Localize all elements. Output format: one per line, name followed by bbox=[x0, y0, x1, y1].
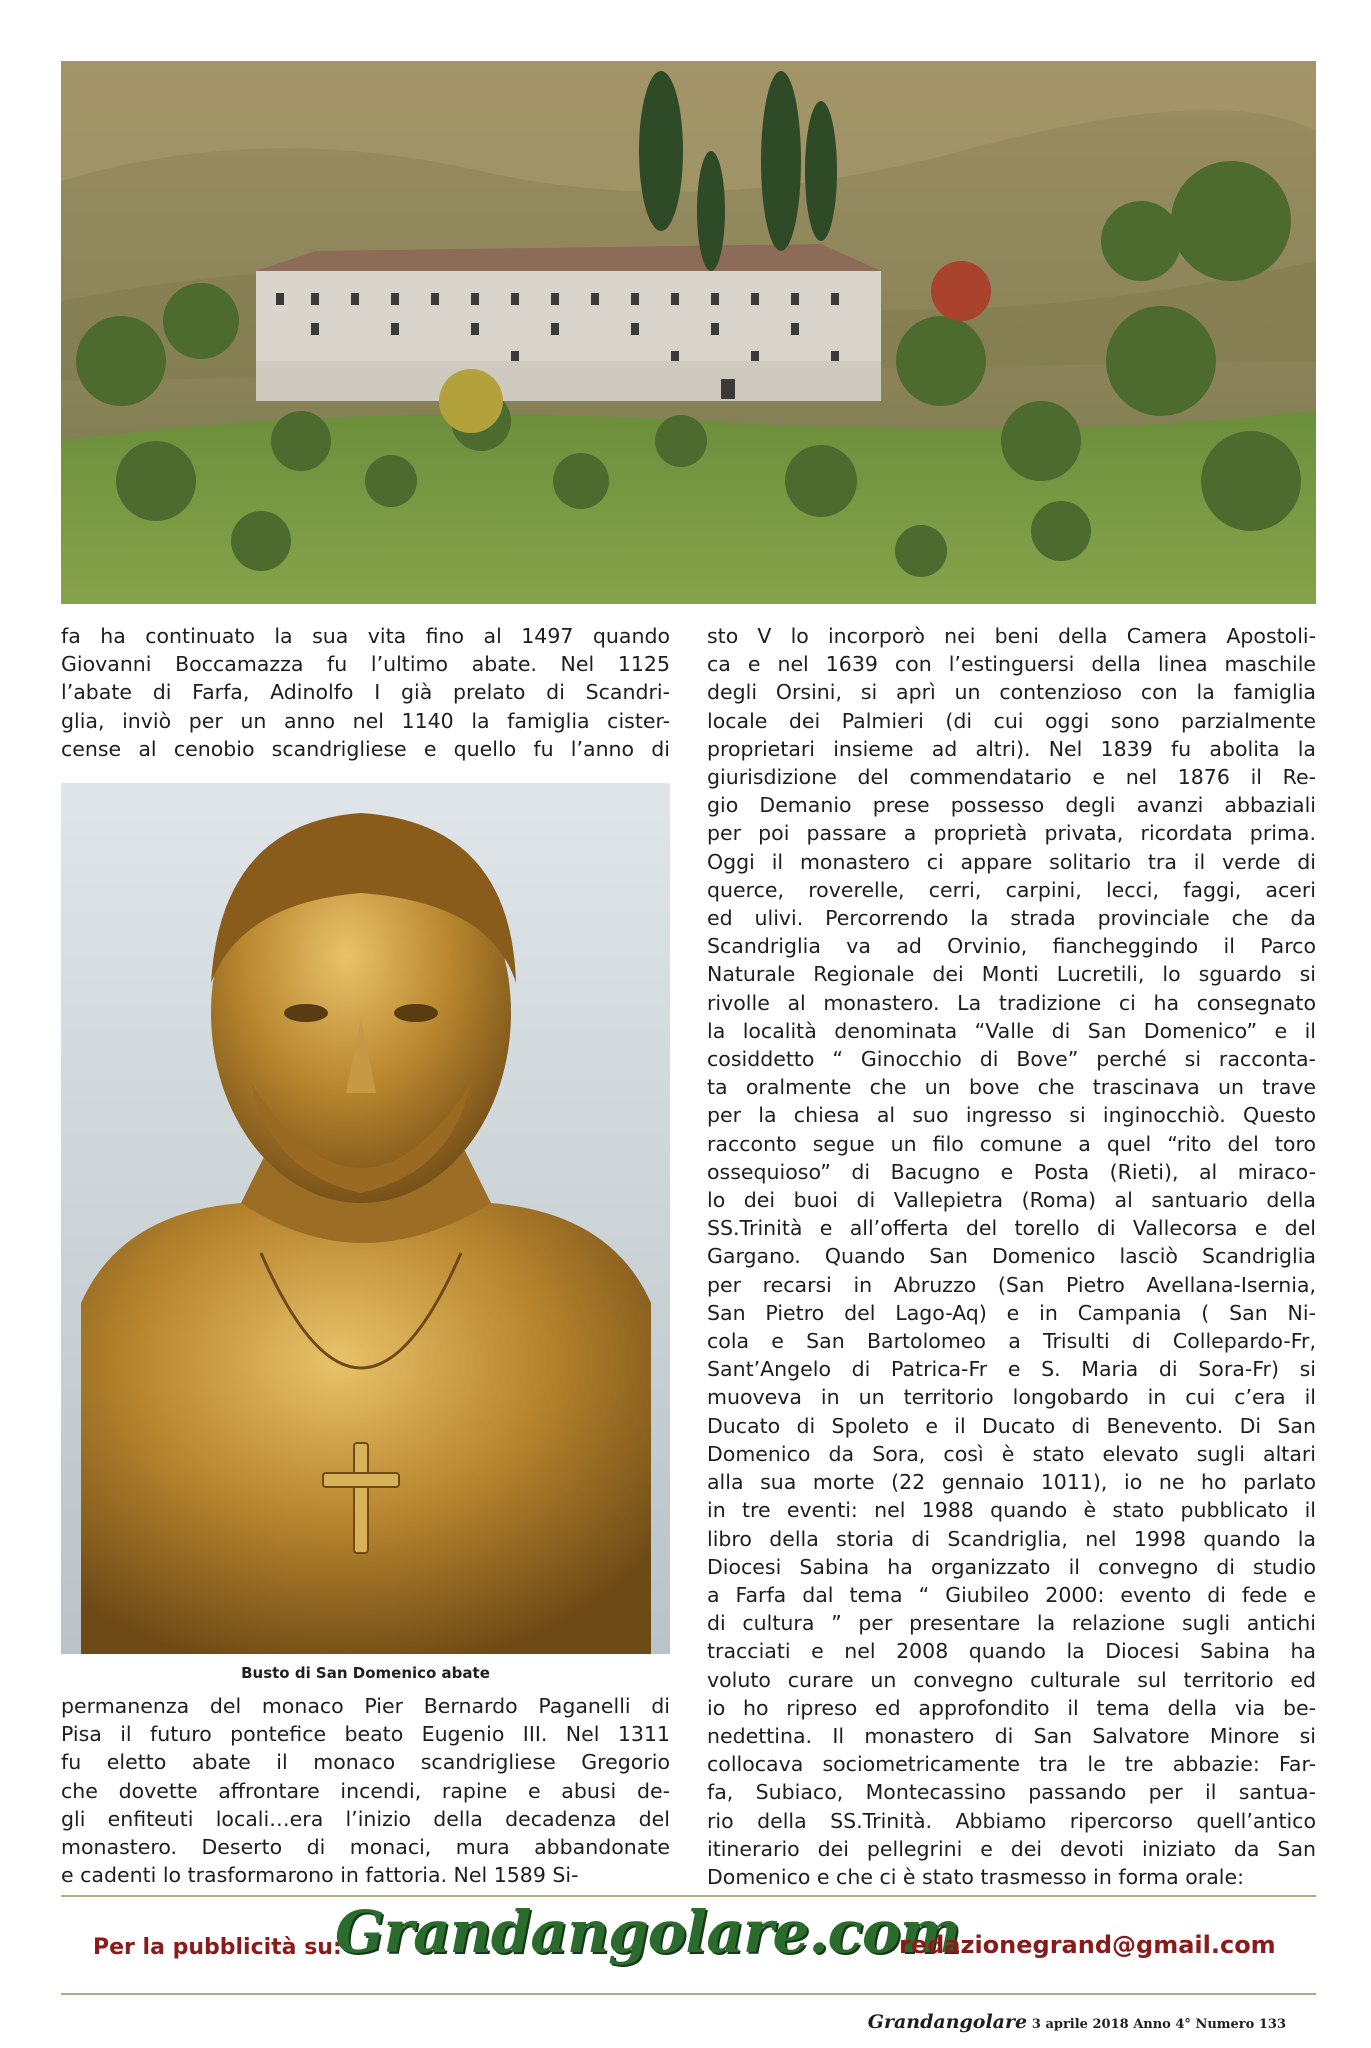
brand-logo-text[interactable]: Grandangolare.com bbox=[335, 1898, 961, 1966]
text-line: Scandriglia va ad Orvinio, fiancheggindo il Parco bbox=[707, 934, 1316, 959]
text-line: alla sua morte (22 gennaio 1011), io ne ho parlato bbox=[707, 1470, 1316, 1495]
text-line: voluto curare un convegno culturale sul territorio ed bbox=[707, 1667, 1316, 1692]
text-line: SS.Trinità e all’offerta del torello di Vallecorsa e del bbox=[707, 1216, 1316, 1241]
text-line: di cultura ” per presentare la relazione sugli antichi bbox=[707, 1611, 1316, 1636]
text-line: ed ulivi. Percorrendo la strada provinciale che da bbox=[707, 906, 1316, 931]
bust-photo-illustration bbox=[61, 783, 670, 1654]
text-line: itinerario dei pellegrini e dei devoti iniziato da San bbox=[707, 1836, 1316, 1861]
text-line: giurisdizione del commendatario e nel 1876 il Re- bbox=[707, 765, 1316, 790]
text-line: Gargano. Quando San Domenico lasciò Scandriglia bbox=[707, 1244, 1316, 1269]
text-line: la località denominata “Valle di San Domenico” e il bbox=[707, 1018, 1316, 1043]
text-line: glia, inviò per un anno nel 1140 la famiglia cister- bbox=[61, 708, 670, 733]
text-line: fa ha continuato la sua vita fino al 1497 quando bbox=[61, 624, 670, 648]
bust-photo bbox=[61, 783, 670, 1654]
text-line: querce, roverelle, cerri, carpini, lecci, faggi, aceri bbox=[707, 877, 1316, 902]
right-column bbox=[707, 622, 1316, 1891]
text-line: degli Orsini, si aprì un contenzioso con la famiglia bbox=[707, 680, 1316, 705]
text-line: collocava sociometricamente tra le tre abbazie: Far- bbox=[707, 1752, 1316, 1777]
text-line: cosiddetto “ Ginocchio di Bove” perché si racconta- bbox=[707, 1047, 1316, 1072]
text-line: Diocesi Sabina ha organizzato il convegno di studio bbox=[707, 1554, 1316, 1579]
text-line: per la chiesa al suo ingresso si inginocchiò. Questo bbox=[707, 1103, 1316, 1128]
text-line: Oggi il monastero ci appare solitario tra il verde di bbox=[707, 849, 1316, 874]
text-line: Sant’Angelo di Patrica-Fr e S. Maria di Sora-Fr) si bbox=[707, 1357, 1316, 1382]
text-line: a Farfa dal tema “ Giubileo 2000: evento di fede e bbox=[707, 1582, 1316, 1607]
text-line: fa, Subiaco, Montecassino passando per il santua- bbox=[707, 1780, 1316, 1805]
text-line: l’abate di Farfa, Adinolfo I già prelato di Scandri- bbox=[61, 680, 670, 705]
advertising-banner bbox=[61, 1898, 1316, 1976]
text-line: io ho ripreso ed approfondito il tema della via be- bbox=[707, 1695, 1316, 1720]
issue-brand: Grandangolare bbox=[867, 2011, 1028, 2033]
text-line: proprietari insieme ad altri). Nel 1839 fu abolita la bbox=[707, 736, 1316, 761]
text-line: ta oralmente che un bove che trascinava un trave bbox=[707, 1075, 1316, 1100]
text-line: Ducato di Spoleto e il Ducato di Benevento. Di San bbox=[707, 1413, 1316, 1438]
text-line: Domenico da Sora, così è stato elevato sugli altari bbox=[707, 1441, 1316, 1466]
text-line: gio Demanio prese possesso degli avanzi abbaziali bbox=[707, 793, 1316, 818]
text-line: libro della storia di Scandriglia, nel 1998 quando la bbox=[707, 1526, 1316, 1551]
issue-meta: 3 aprile 2018 Anno 4° Numero 133 bbox=[1031, 2017, 1286, 2032]
issue-line bbox=[868, 2011, 1286, 2033]
text-line: racconto segue un filo comune a quel “rito del toro bbox=[707, 1131, 1316, 1156]
text-line: lo dei buoi di Vallepietra (Roma) al santuario della bbox=[707, 1188, 1316, 1213]
left-column-bottom bbox=[61, 1692, 670, 1889]
monastery-photo-illustration bbox=[61, 61, 1316, 604]
text-line: permanenza del monaco Pier Bernardo Paganelli di bbox=[61, 1694, 670, 1718]
text-line: San Pietro del Lago-Aq) e in Campania ( San Ni- bbox=[707, 1300, 1316, 1325]
text-line: Domenico e che ci è stato trasmesso in forma orale: bbox=[707, 1864, 1244, 1889]
contact-email[interactable]: redazionegrand@gmail.com bbox=[899, 1931, 1276, 1959]
monastery-photo bbox=[61, 61, 1316, 604]
text-line: rivolle al monastero. La tradizione ci ha consegnato bbox=[707, 990, 1316, 1015]
text-line: Naturale Regionale dei Monti Lucretili, lo sguardo si bbox=[707, 962, 1316, 987]
text-line: locale dei Palmieri (di cui oggi sono parzialmente bbox=[707, 708, 1316, 733]
text-line: fu eletto abate il monaco scandrigliese Gregorio bbox=[61, 1750, 670, 1775]
text-line: per poi passare a proprietà privata, ricordata prima. bbox=[707, 821, 1316, 846]
text-line: ca e nel 1639 con l’estinguersi della linea maschile bbox=[707, 652, 1316, 677]
text-line: gli enfiteuti locali…era l’inizio della decadenza del bbox=[61, 1806, 670, 1831]
footer-rule-top bbox=[61, 1895, 1316, 1897]
footer-rule-bottom bbox=[61, 1993, 1316, 1995]
text-line: tracciati e nel 2008 quando la Diocesi Sabina ha bbox=[707, 1639, 1316, 1664]
text-line: per recarsi in Abruzzo (San Pietro Avellana-Isernia, bbox=[707, 1272, 1316, 1297]
text-line: Pisa il futuro pontefice beato Eugenio III. Nel 1311 bbox=[61, 1722, 670, 1747]
advertising-label: Per la pubblicità su: bbox=[93, 1935, 342, 1960]
text-line: ossequioso” di Bacugno e Posta (Rieti), al miraco- bbox=[707, 1159, 1316, 1184]
text-line: Giovanni Boccamazza fu l’ultimo abate. Nel 1125 bbox=[61, 652, 670, 677]
text-line: in tre eventi: nel 1988 quando è stato pubblicato il bbox=[707, 1498, 1316, 1523]
photo-caption: Busto di San Domenico abate bbox=[241, 1664, 490, 1682]
text-line: sto V lo incorporò nei beni della Camera Apostoli- bbox=[707, 624, 1316, 648]
text-line: muoveva in un territorio longobardo in cui c’era il bbox=[707, 1385, 1316, 1410]
text-line: cola e San Bartolomeo a Trisulti di Collepardo-Fr, bbox=[707, 1329, 1316, 1354]
text-line: e cadenti lo trasformarono in fattoria. Nel 1589 Si- bbox=[61, 1863, 579, 1888]
left-column-top bbox=[61, 622, 670, 763]
text-line: che dovette affrontare incendi, rapine e abusi de- bbox=[61, 1778, 670, 1803]
text-line: cense al cenobio scandrigliese e quello fu l’anno di bbox=[61, 736, 670, 761]
text-line: monastero. Deserto di monaci, mura abbandonate bbox=[61, 1835, 670, 1860]
text-line: nedettina. Il monastero di San Salvatore Minore si bbox=[707, 1723, 1316, 1748]
text-line: rio della SS.Trinità. Abbiamo ripercorso quell’antico bbox=[707, 1808, 1316, 1833]
